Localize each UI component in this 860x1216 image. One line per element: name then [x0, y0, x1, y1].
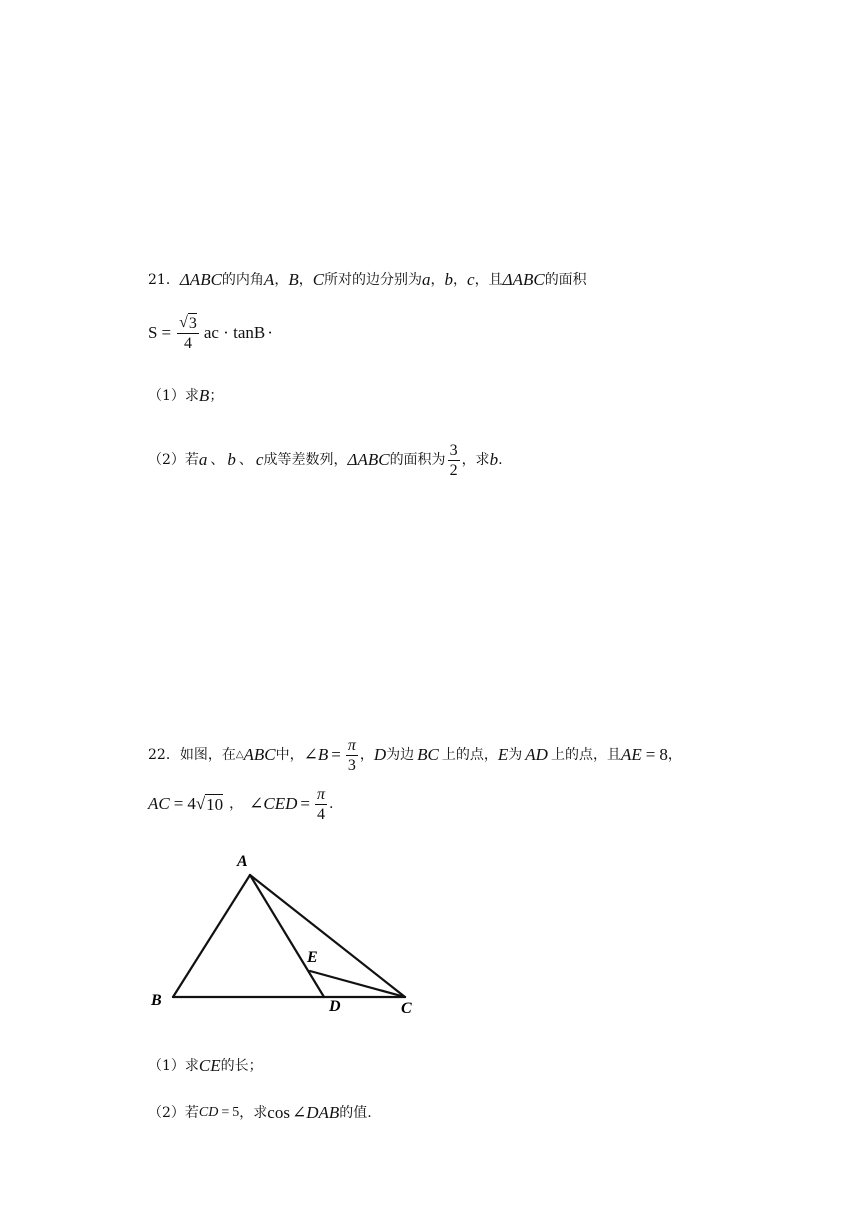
q21-var-B: B — [288, 270, 299, 289]
q21-part2-a: a — [198, 450, 208, 469]
q22-part1 — [148, 1056, 263, 1076]
label-E: E — [307, 949, 318, 966]
q22-part2-end: 的值. — [339, 1105, 372, 1121]
q21-part2-fraction: $\frac{3}{2}$ — [449, 441, 458, 479]
q22-text: 为边 — [386, 747, 415, 763]
q22-text: 上的点，且 — [550, 747, 621, 763]
q22-D: D — [373, 745, 387, 764]
q21-part1 — [148, 386, 223, 406]
q21-var-a: a — [422, 270, 431, 289]
q21-formula-tail: ac · tanB — [203, 323, 266, 342]
triangle-figure — [140, 845, 430, 1020]
q21-comma: ， — [274, 272, 289, 288]
q22-stem-line1 — [148, 733, 682, 777]
q22-equals: = — [221, 1105, 230, 1120]
q22-number: 22．如图，在 — [148, 747, 236, 763]
q21-part1-var: B — [198, 386, 210, 405]
segment-AB — [173, 875, 250, 997]
q21-triangle: ΔABC — [179, 270, 222, 289]
label-D: D — [329, 998, 341, 1015]
label-B: B — [151, 992, 162, 1009]
q22-comma: ， — [229, 796, 244, 812]
q22-eight: 8 — [659, 745, 668, 764]
label-A: A — [237, 853, 248, 870]
q22-part2-CD: CD — [198, 1105, 219, 1120]
q22-period: . — [329, 796, 334, 812]
q21-part2-text: 成等差数列， — [263, 452, 348, 468]
q22-AE: AE — [620, 745, 642, 764]
q22-part2-label: （2）若 — [148, 1105, 199, 1121]
q21-part2-text: 的面积为 — [389, 452, 446, 468]
q22-E: E — [497, 745, 509, 764]
q22-part1-end: 的长； — [220, 1058, 263, 1074]
q22-part2-five: 5 — [232, 1105, 240, 1120]
q22-equals: = — [300, 794, 311, 813]
q22-AC: AC — [148, 794, 170, 813]
segment-AC — [250, 875, 405, 997]
q22-fraction-pi-3: $\frac{\pi}{3}$ — [347, 736, 356, 774]
q21-comma: ， — [430, 272, 445, 288]
q21-part2 — [148, 438, 503, 482]
q22-comma: ， — [667, 747, 682, 763]
q21-var-C: C — [312, 270, 325, 289]
q22-AD: AD — [525, 745, 548, 764]
q22-text: ， — [359, 747, 374, 763]
q21-equals: = — [161, 323, 172, 342]
q21-text: 的面积 — [544, 272, 587, 288]
sqrt-sign: √ 3 — [179, 314, 197, 332]
q21-part2-text: ，求 — [461, 452, 490, 468]
q22-part2-cos: cos — [267, 1103, 290, 1122]
q21-number: 21． — [148, 272, 180, 288]
q21-sep: 、 — [210, 452, 225, 468]
q22-text: 中， — [275, 747, 304, 763]
q21-var-b: b — [444, 270, 454, 289]
q22-equals: = — [645, 745, 656, 764]
q22-stem-line2 — [148, 784, 333, 824]
q21-part2-b: b — [227, 450, 236, 469]
q21-fraction: √ 3 4 — [179, 314, 197, 352]
q22-equals: = — [331, 745, 341, 764]
q21-comma: ， — [298, 272, 313, 288]
q21-var-c: c — [467, 270, 475, 289]
q21-triangle: ΔABC — [502, 270, 545, 289]
q22-text: 为 — [508, 747, 523, 763]
q21-sep: 、 — [238, 452, 253, 468]
q22-text: 上的点， — [441, 747, 498, 763]
q21-part2-var: b — [489, 450, 499, 469]
q21-text: 的内角 — [221, 272, 264, 288]
q22-four: 4 — [187, 794, 196, 813]
q22-part2-text: ，求 — [239, 1105, 268, 1121]
label-C: C — [401, 1000, 412, 1017]
q21-var-A: A — [263, 270, 275, 289]
q21-S: S — [148, 323, 158, 342]
q22-part1-label: （1）求 — [148, 1058, 199, 1074]
q21-text: 所对的边分别为 — [324, 272, 423, 288]
q22-angle-B: ∠B — [303, 745, 329, 764]
q21-comma: ， — [453, 272, 468, 288]
segment-AD — [250, 875, 324, 997]
q21-stem-line1 — [148, 270, 587, 290]
sqrt-sign: √ 10 — [195, 793, 224, 814]
q21-part1-label: （1）求 — [148, 388, 199, 404]
q22-part2 — [148, 1103, 372, 1123]
q22-angle-CED: ∠CED — [249, 794, 298, 813]
q21-text: ，且 — [474, 272, 503, 288]
q22-BC: BC — [417, 745, 439, 764]
q21-period: . — [498, 452, 503, 468]
q22-part1-var: CE — [198, 1056, 221, 1075]
q21-triangle: ΔABC — [347, 450, 390, 469]
q21-dot: · — [267, 323, 273, 342]
triangle-icon: △ — [235, 749, 244, 760]
q21-part2-c: c — [255, 450, 264, 469]
q21-part2-label: （2）若 — [148, 452, 199, 468]
segment-EC — [310, 971, 405, 997]
q22-equals: = — [173, 794, 184, 813]
q21-part1-end: ； — [209, 388, 224, 404]
q22-fraction-pi-4: $\frac{\pi}{4}$ — [317, 785, 326, 823]
q22-part2-angle: ∠DAB — [291, 1103, 340, 1122]
q22-ABC: ABC — [243, 745, 276, 764]
q21-formula — [148, 313, 273, 353]
